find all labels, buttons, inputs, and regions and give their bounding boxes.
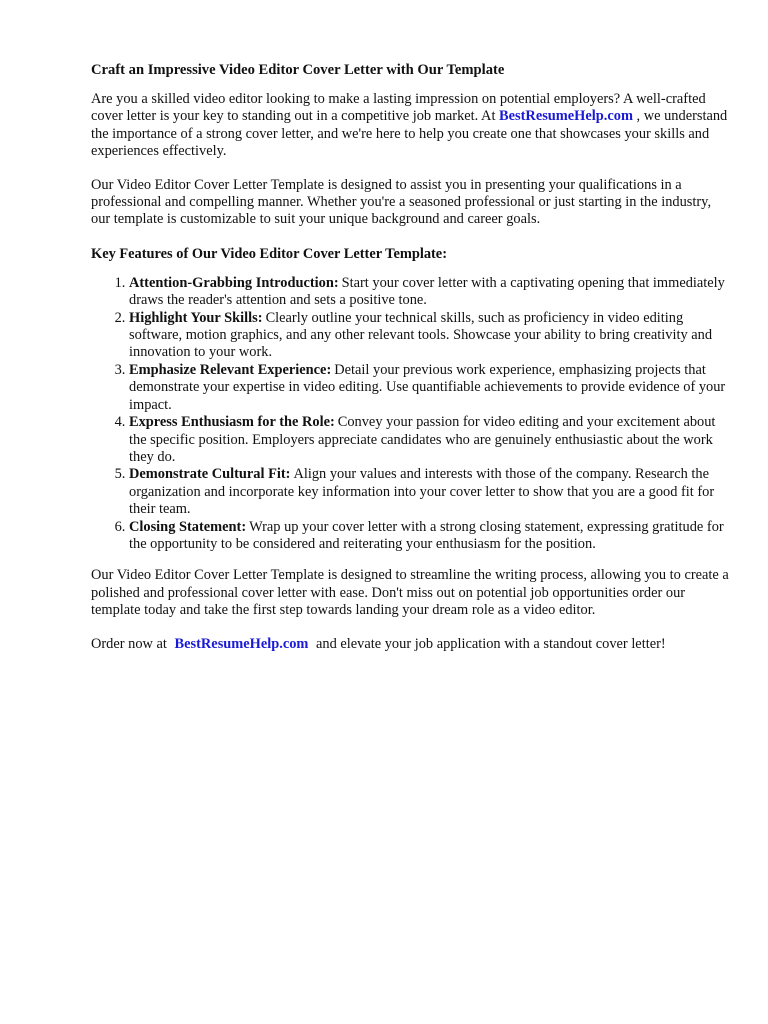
feature-name: Emphasize Relevant Experience: (129, 361, 332, 378)
feature-item (129, 466, 731, 518)
intro-text-before: Are you a skilled video editor looking to make a lasting impression on potential employers? A well-crafted cover letter is your key to standing out in a competitive job market. At (91, 91, 706, 125)
feature-item (129, 362, 731, 414)
template-description-paragraph: Our Video Editor Cover Letter Template is designed to assist you in presenting your qualifications in a professional and compelling manner. Whether you're a seasoned professional or just starting in the industry, our template is customizable to suit your unique background and career goals. (91, 176, 712, 228)
order-text-after: and elevate your job application with a standout cover letter! (312, 635, 666, 652)
feature-text: Detail your previous work experience, emphasizing projects that demonstrate your expertise in video editing. Use quantifiable achievements to provide evidence of your impact. (129, 361, 726, 413)
intro-paragraph (91, 91, 731, 161)
feature-name: Closing Statement: (129, 518, 247, 535)
feature-item (129, 414, 731, 466)
feature-name: Demonstrate Cultural Fit: (129, 466, 291, 483)
intro-text-after: , we understand the importance of a strong cover letter, and we're here to help you create one that showcases your skills and experiences effectively. (91, 108, 728, 160)
feature-text: Align your values and interests with those of the company. Research the organization and incorporate key information into your cover letter to show that you are a good fit for their team. (129, 466, 715, 518)
features-heading: Key Features of Our Video Editor Cover Letter Template: (91, 245, 447, 262)
feature-name: Highlight Your Skills: (129, 309, 263, 326)
bestresumehelp-link[interactable]: BestResumeHelp.com (499, 108, 633, 125)
bestresumehelp-order-link[interactable]: BestResumeHelp.com (174, 635, 309, 652)
feature-item (129, 519, 731, 554)
document-title: Craft an Impressive Video Editor Cover Letter with Our Template (91, 62, 505, 78)
feature-name: Attention-Grabbing Introduction: (129, 274, 339, 291)
feature-item (129, 310, 731, 362)
feature-name: Express Enthusiasm for the Role: (129, 414, 335, 431)
feature-item (129, 275, 731, 310)
order-paragraph (91, 636, 731, 653)
feature-text: Convey your passion for video editing and your excitement about the specific position. Employers appreciate candidates who are genuinely enthusiastic about the work they do. (129, 414, 716, 465)
closing-paragraph: Our Video Editor Cover Letter Template is designed to streamline the writing process, allowing you to create a polished and professional cover letter with ease. Don't miss out on potential job opportunities order our template today and take the first step towards landing your dream role as a video editor. (91, 567, 729, 619)
order-text-before: Order now at (91, 635, 171, 652)
feature-text: Clearly outline your technical skills, such as proficiency in video editing software, motion graphics, and any other relevant tools. Showcase your ability to bring creativity and innovation to your work. (129, 309, 713, 361)
features-list (91, 275, 731, 554)
document-page (91, 61, 731, 669)
feature-text: Start your cover letter with a captivating opening that immediately draws the reader's attention and sets a positive tone. (129, 274, 725, 309)
feature-text: Wrap up your cover letter with a strong closing statement, expressing gratitude for the opportunity to be considered and reiterating your enthusiasm for the position. (129, 518, 724, 552)
